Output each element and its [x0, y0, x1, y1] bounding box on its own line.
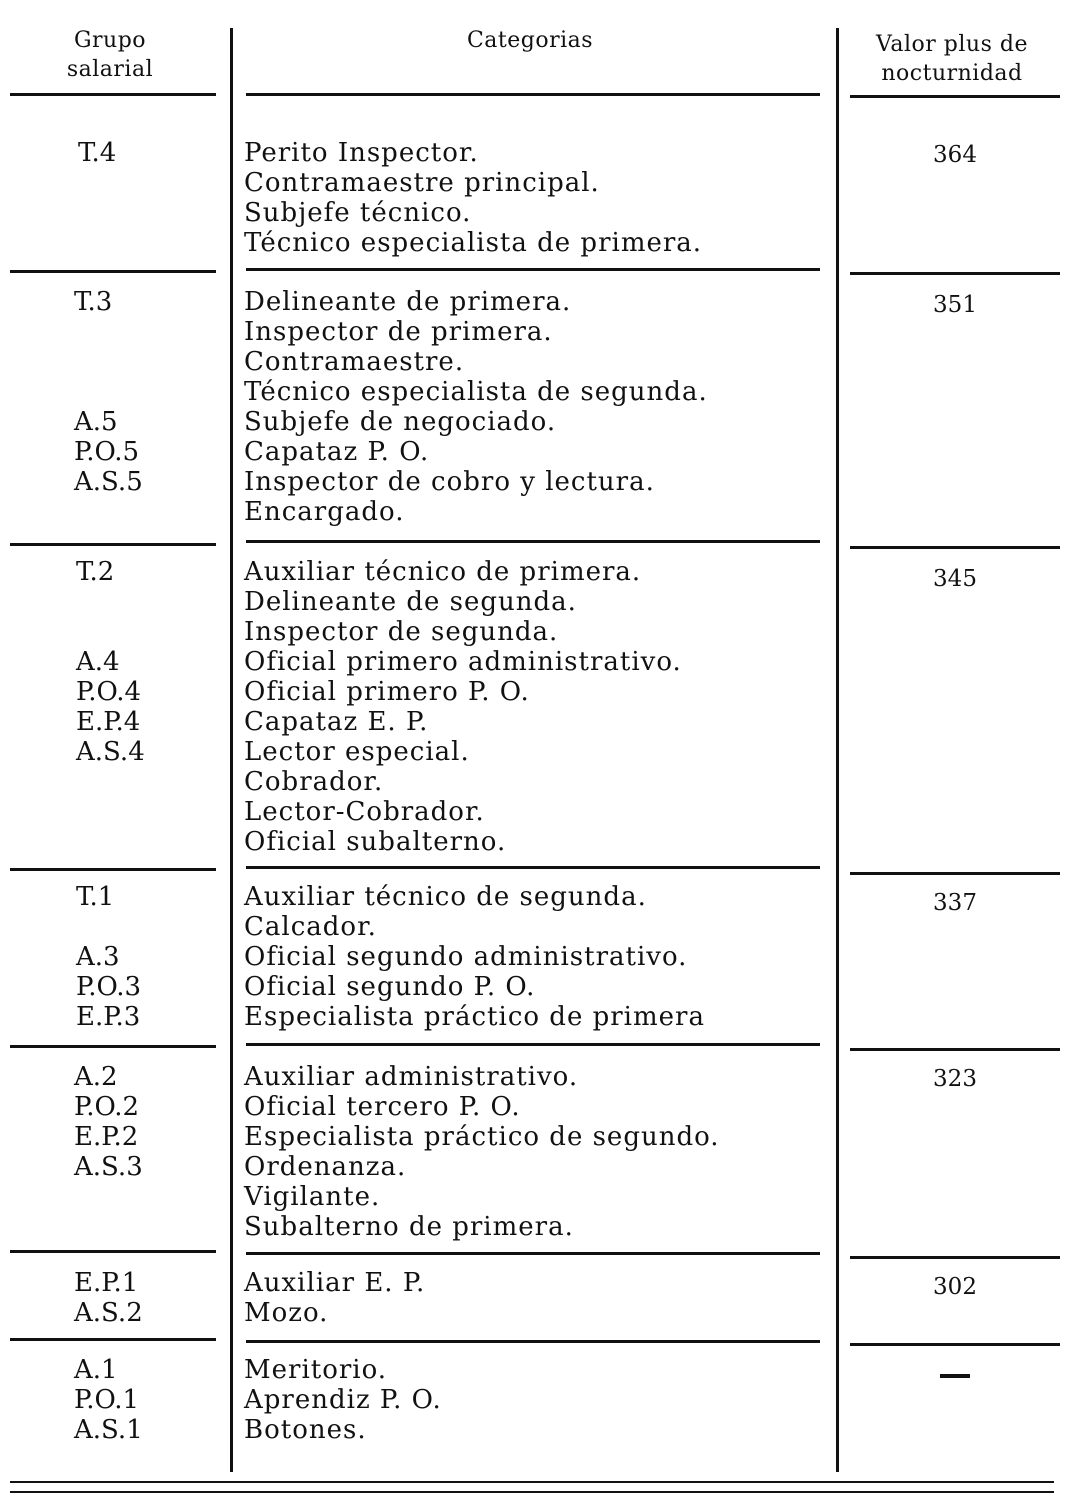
group-code: P.O.2	[74, 1092, 140, 1122]
section-1-codes	[78, 138, 116, 168]
section-7-codes	[74, 1355, 143, 1445]
header-valor-line2: nocturnidad	[881, 61, 1023, 86]
category-item: Especialista práctico de primera	[244, 1002, 705, 1032]
group-code: E.P.3	[76, 1002, 141, 1032]
header-grupo-salarial	[40, 26, 180, 84]
category-item: Oficial primero administrativo.	[244, 647, 682, 677]
section-rule-value	[850, 1048, 1060, 1051]
section-rule-categories	[246, 1252, 820, 1255]
category-item: Lector especial.	[244, 737, 470, 767]
group-code: P.O.4	[76, 677, 142, 707]
category-item: Vigilante.	[244, 1182, 381, 1212]
group-code: A.1	[74, 1355, 118, 1385]
group-code	[74, 317, 143, 347]
section-rule-group	[10, 868, 216, 871]
category-item: Capataz P. O.	[244, 437, 430, 467]
section-6-codes	[74, 1268, 143, 1328]
column-divider-left	[230, 28, 233, 1472]
section-7-value	[895, 1360, 1015, 1390]
category-item: Técnico especialista de segunda.	[244, 377, 708, 407]
section-2-value: 351	[933, 292, 977, 318]
category-item: Auxiliar administrativo.	[244, 1062, 579, 1092]
group-code: A.5	[74, 407, 118, 437]
category-item: Encargado.	[244, 497, 405, 527]
group-code	[76, 912, 141, 942]
section-4-value: 337	[933, 890, 977, 916]
section-5-value: 323	[933, 1066, 977, 1092]
section-rule-value	[850, 1256, 1060, 1259]
section-1-value: 364	[933, 142, 977, 168]
group-code	[76, 797, 145, 827]
category-item: Oficial segundo administrativo.	[244, 942, 688, 972]
section-4-codes	[76, 882, 141, 1032]
section-rule-value	[850, 272, 1060, 275]
category-item: Subalterno de primera.	[244, 1212, 574, 1242]
section-1-categories	[244, 138, 702, 258]
group-code: A.S.4	[76, 737, 145, 767]
header-valor-plus	[844, 30, 1060, 88]
group-code: A.S.3	[74, 1152, 143, 1182]
category-item: Oficial segundo P. O.	[244, 972, 536, 1002]
section-rule-categories	[246, 540, 820, 543]
section-2-codes	[74, 287, 143, 527]
column-divider-right	[836, 28, 839, 1472]
category-item: Especialista práctico de segundo.	[244, 1122, 720, 1152]
section-3-value: 345	[933, 566, 977, 592]
group-code	[74, 1182, 143, 1212]
group-code	[74, 497, 143, 527]
section-rule-value	[850, 1343, 1060, 1346]
category-item: Calcador.	[244, 912, 377, 942]
group-code: P.O.3	[76, 972, 142, 1002]
header-rule-value	[850, 95, 1060, 98]
header-rule-categories	[246, 93, 820, 96]
category-item: Oficial tercero P. O.	[244, 1092, 521, 1122]
category-item: Auxiliar técnico de segunda.	[244, 882, 647, 912]
group-code: A.2	[74, 1062, 118, 1092]
group-code: A.3	[76, 942, 120, 972]
category-item: Auxiliar técnico de primera.	[244, 557, 642, 587]
category-item: Oficial primero P. O.	[244, 677, 530, 707]
header-rule-group	[10, 93, 216, 96]
category-item: Botones.	[244, 1415, 367, 1445]
header-grupo-line2: salarial	[66, 57, 154, 82]
category-item: Mozo.	[244, 1298, 329, 1328]
section-rule-group	[10, 1338, 216, 1341]
section-2-categories	[244, 287, 708, 527]
group-code: E.P.2	[74, 1122, 139, 1152]
group-code: E.P.1	[74, 1268, 139, 1298]
group-code	[74, 347, 143, 377]
group-code: A.S.5	[74, 467, 143, 497]
group-code	[76, 767, 145, 797]
category-item: Técnico especialista de primera.	[244, 228, 703, 258]
group-code	[76, 827, 145, 857]
group-code: T.4	[78, 138, 117, 168]
group-code	[76, 617, 145, 647]
category-item: Oficial subalterno.	[244, 827, 507, 857]
section-rule-categories	[246, 1043, 820, 1046]
header-grupo-line1: Grupo	[73, 28, 147, 53]
category-item: Subjefe técnico.	[244, 198, 472, 228]
section-rule-value	[850, 872, 1060, 875]
table-bottom-rule-upper	[10, 1481, 1054, 1483]
category-item: Auxiliar E. P.	[244, 1268, 426, 1298]
category-item: Aprendiz P. O.	[244, 1385, 442, 1415]
table-bottom-rule-lower	[10, 1491, 1054, 1493]
category-item: Contramaestre.	[244, 347, 465, 377]
group-code: A.S.1	[74, 1415, 143, 1445]
category-item: Capataz E. P.	[244, 707, 429, 737]
section-rule-value	[850, 546, 1060, 549]
section-rule-group	[10, 543, 216, 546]
section-rule-categories	[246, 268, 820, 271]
category-item: Inspector de primera.	[244, 317, 553, 347]
section-3-codes	[76, 557, 145, 857]
group-code: T.1	[76, 882, 115, 912]
section-4-categories	[244, 882, 705, 1032]
header-valor-line1: Valor plus de	[876, 32, 1028, 57]
section-6-value: 302	[933, 1274, 977, 1300]
section-rule-categories	[246, 1340, 820, 1343]
category-item: Ordenanza.	[244, 1152, 407, 1182]
category-item: Delineante de primera.	[244, 287, 572, 317]
group-code: T.2	[76, 557, 115, 587]
category-item: Delineante de segunda.	[244, 587, 577, 617]
section-6-categories	[244, 1268, 425, 1328]
group-code: T.3	[74, 287, 113, 317]
section-rule-group	[10, 1045, 216, 1048]
section-rule-categories	[246, 866, 820, 869]
section-rule-group	[10, 270, 216, 273]
category-item: Subjefe de negociado.	[244, 407, 557, 437]
group-code: A.S.2	[74, 1298, 143, 1328]
section-7-categories	[244, 1355, 442, 1445]
group-code	[74, 377, 143, 407]
no-value-dash	[940, 1374, 970, 1378]
group-code	[74, 1212, 143, 1242]
header-categorias-label: Categorias	[466, 28, 594, 53]
group-code: P.O.5	[74, 437, 140, 467]
category-item: Lector-Cobrador.	[244, 797, 485, 827]
category-item: Inspector de segunda.	[244, 617, 559, 647]
category-item: Inspector de cobro y lectura.	[244, 467, 655, 497]
group-code: A.4	[76, 647, 120, 677]
group-code: P.O.1	[74, 1385, 140, 1415]
section-5-codes	[74, 1062, 143, 1242]
header-categorias	[380, 26, 680, 55]
group-code	[76, 587, 145, 617]
category-item: Perito Inspector.	[244, 138, 479, 168]
section-3-categories	[244, 557, 682, 857]
category-item: Meritorio.	[244, 1355, 388, 1385]
section-5-categories	[244, 1062, 720, 1242]
group-code: E.P.4	[76, 707, 141, 737]
category-item: Cobrador.	[244, 767, 384, 797]
section-rule-group	[10, 1250, 216, 1253]
category-item: Contramaestre principal.	[244, 168, 600, 198]
